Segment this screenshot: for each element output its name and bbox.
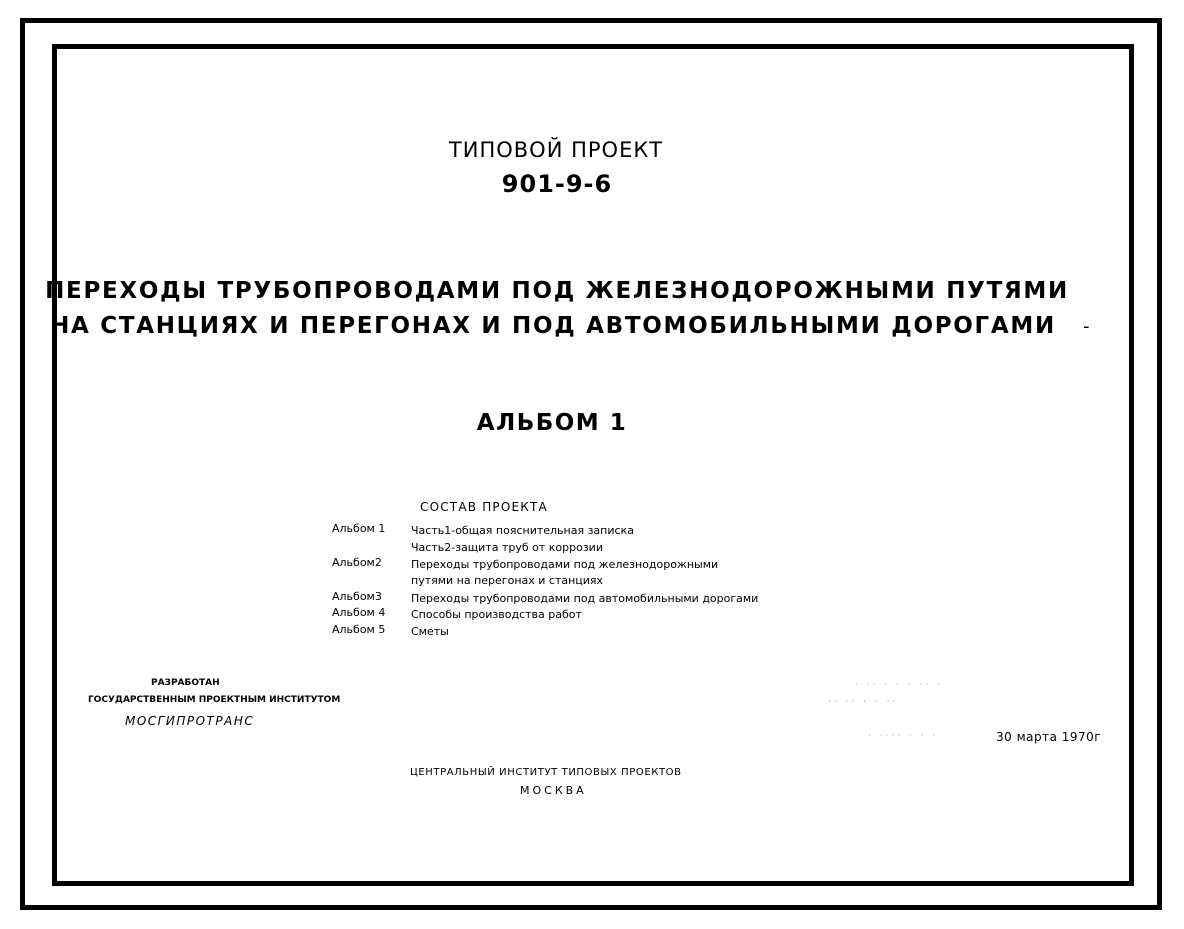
publisher-city: МОСКВА xyxy=(520,784,587,797)
album-title: АЛЬБОМ 1 xyxy=(476,410,628,436)
composition-desc: Часть1-общая пояснительная записка xyxy=(411,524,634,537)
composition-label: Альбом3 xyxy=(332,590,382,603)
project-number: 901-9-6 xyxy=(501,170,613,198)
project-series: ТИПОВОЙ ПРОЕКТ xyxy=(448,138,664,162)
composition-heading: СОСТАВ ПРОЕКТА xyxy=(420,500,548,514)
composition-desc: Способы производства работ xyxy=(411,608,582,621)
developer-heading: РАЗРАБОТАН xyxy=(151,678,220,688)
developer-institute: ГОСУДАРСТВЕННЫМ ПРОЕКТНЫМ ИНСТИТУТОМ xyxy=(88,695,341,705)
stray-mark: - xyxy=(1083,316,1090,337)
approval-date: 30 марта 1970г xyxy=(996,730,1102,744)
faded-stamp-line: ·· ·· · · ·· xyxy=(828,697,899,707)
faded-stamp-line: · ···· · · · xyxy=(868,731,939,741)
composition-label: Альбом 4 xyxy=(332,606,386,619)
composition-desc: Переходы трубопроводами под автомобильными дорогами xyxy=(411,592,759,605)
title-line-1: ПЕРЕХОДЫ ТРУБОПРОВОДАМИ ПОД ЖЕЛЕЗНОДОРОЖНЫМИ ПУТЯМИ xyxy=(45,278,1069,304)
composition-desc: Переходы трубопроводами под железнодорожными xyxy=(411,558,719,571)
composition-label: Альбом 1 xyxy=(332,522,386,535)
faded-stamp-line: · ·· · · · ·· · xyxy=(855,680,943,690)
developer-name: МОСГИПРОТРАНС xyxy=(125,714,255,728)
publisher-name: ЦЕНТРАЛЬНЫЙ ИНСТИТУТ ТИПОВЫХ ПРОЕКТОВ xyxy=(410,767,682,778)
title-line-2: НА СТАНЦИЯХ И ПЕРЕГОНАХ И ПОД АВТОМОБИЛЬНЫМИ ДОРОГАМИ xyxy=(50,313,1056,339)
composition-label: Альбом 5 xyxy=(332,623,386,636)
composition-desc: Сметы xyxy=(411,625,449,638)
composition-desc: путями на перегонах и станциях xyxy=(411,574,604,587)
composition-label: Альбом2 xyxy=(332,556,382,569)
composition-desc: Часть2-защита труб от коррозии xyxy=(411,541,603,554)
